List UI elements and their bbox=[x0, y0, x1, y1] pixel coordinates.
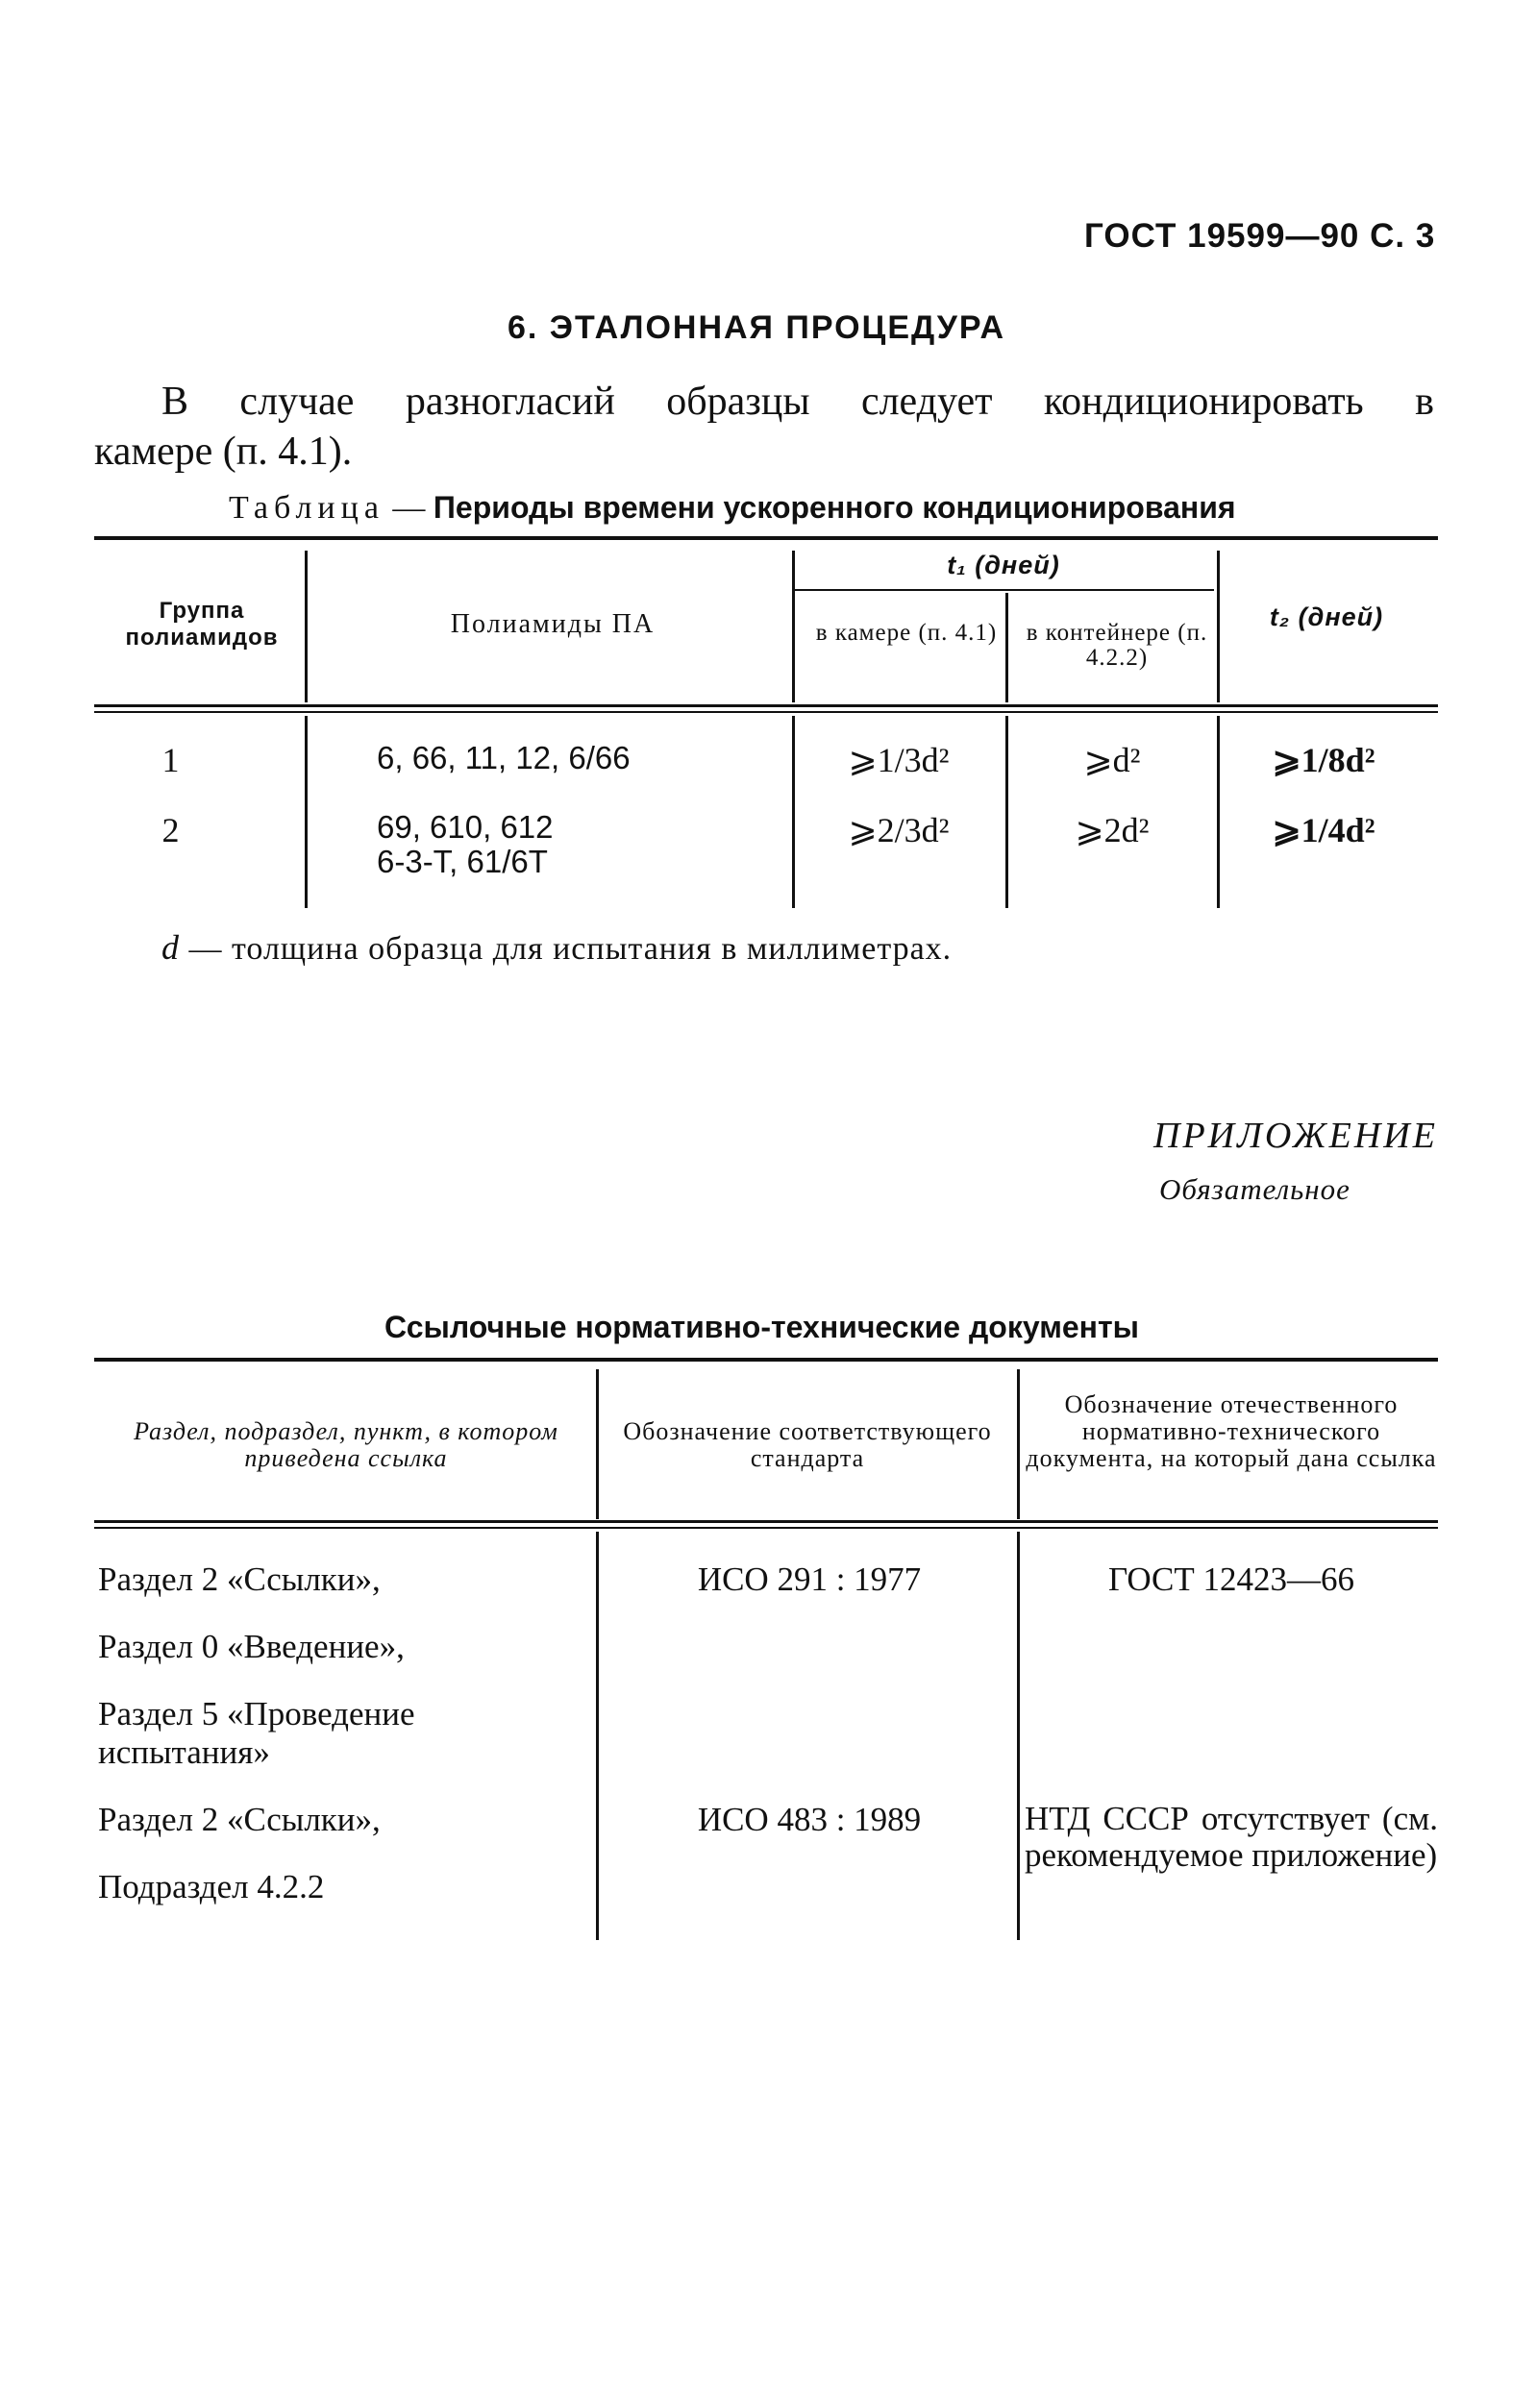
ref-domestic: НТД СССР отсутствует (см. рекомендуемое приложение) bbox=[1025, 1800, 1438, 1874]
row-polyamides: 69, 610, 612 bbox=[377, 809, 554, 845]
paragraph-word: разногласий bbox=[405, 380, 615, 424]
table-top-rule bbox=[94, 536, 1438, 540]
header-group: Группа полиамидов bbox=[125, 598, 279, 651]
paragraph-word: следует bbox=[860, 380, 993, 424]
header-t1: t₁ (дней) bbox=[947, 551, 1060, 579]
ref-header-section: Раздел, подраздел, пункт, в котором приведена ссылка bbox=[134, 1417, 558, 1472]
header-t2: t₂ (дней) bbox=[1269, 602, 1384, 631]
appendix-title: ПРИЛОЖЕНИЕ bbox=[1153, 1116, 1438, 1156]
table-note bbox=[161, 927, 952, 968]
ref-domestic: ГОСТ 12423—66 bbox=[1107, 1560, 1355, 1598]
table-vline bbox=[1005, 593, 1008, 702]
ref-section: Раздел 5 «Проведение испытания» bbox=[98, 1695, 415, 1771]
ref-vline bbox=[596, 1532, 599, 1940]
ref-header-rule-double bbox=[94, 1527, 1438, 1529]
ref-top-rule bbox=[94, 1358, 1438, 1362]
ref-vline bbox=[596, 1369, 599, 1519]
section-paragraph bbox=[94, 377, 1440, 477]
row-polyamides: 6, 66, 11, 12, 6/66 bbox=[377, 740, 631, 775]
ref-section: Раздел 2 «Ссылки», bbox=[98, 1560, 381, 1598]
row-t2: ⩾1/4d² bbox=[1272, 811, 1375, 849]
paragraph-line-1 bbox=[94, 377, 1434, 427]
paragraph-word: случае bbox=[239, 380, 355, 424]
row-chamber: ⩾1/3d² bbox=[848, 741, 950, 779]
ref-header-domestic: Обозначение отечественного нормативно-технического документа, на который дана ссылка bbox=[1026, 1390, 1437, 1472]
note-text: — толщина образца для испытания в миллиметрах. bbox=[180, 931, 953, 967]
paragraph-word: образцы bbox=[666, 380, 810, 424]
row-container: ⩾2d² bbox=[1075, 811, 1150, 849]
table-caption-title: Периоды времени ускоренного кондиционирования bbox=[433, 490, 1236, 525]
row-container: ⩾d² bbox=[1083, 741, 1141, 779]
header-t1-container: в контейнере (п. 4.2.2) bbox=[1026, 620, 1208, 671]
page-header-code: ГОСТ 19599—90 С. 3 bbox=[1084, 217, 1436, 255]
paragraph-word: кондиционировать bbox=[1043, 380, 1364, 424]
row-polyamides-line2: 6-3-T, 61/6T bbox=[377, 844, 548, 879]
row-group: 1 bbox=[161, 741, 180, 779]
ref-header-rule bbox=[94, 1520, 1438, 1523]
table-vline bbox=[305, 551, 308, 702]
table-vline bbox=[1005, 716, 1008, 908]
table-caption-dash: — bbox=[384, 490, 434, 526]
table-header-rule bbox=[94, 704, 1438, 707]
ref-designation: ИСО 483 : 1989 bbox=[697, 1801, 922, 1838]
table-caption-label: Таблица bbox=[229, 490, 384, 526]
header-t1-chamber: в камере (п. 4.1) bbox=[815, 620, 998, 646]
ref-section: Подраздел 4.2.2 bbox=[98, 1868, 325, 1905]
table-vline bbox=[305, 716, 308, 908]
table-subheader-rule bbox=[793, 589, 1214, 591]
paragraph-line-2: камере (п. 4.1). bbox=[94, 430, 353, 474]
ref-header-designation: Обозначение соответствующего стандарта bbox=[623, 1417, 992, 1472]
row-group: 2 bbox=[161, 811, 180, 849]
references-title: Ссылочные нормативно-технические документы bbox=[384, 1310, 1139, 1344]
ref-section: Раздел 2 «Ссылки», bbox=[98, 1801, 381, 1838]
ref-designation: ИСО 291 : 1977 bbox=[697, 1560, 922, 1598]
paragraph-word: В bbox=[161, 380, 189, 424]
section-title: 6. ЭТАЛОННАЯ ПРОЦЕДУРА bbox=[508, 309, 1006, 346]
paragraph-word: в bbox=[1415, 380, 1434, 424]
table-vline bbox=[1217, 716, 1220, 908]
table-caption bbox=[229, 490, 1236, 527]
table-vline bbox=[792, 716, 795, 908]
note-symbol: d bbox=[161, 928, 180, 967]
row-chamber: ⩾2/3d² bbox=[848, 811, 950, 849]
ref-section: Раздел 0 «Введение», bbox=[98, 1628, 405, 1665]
row-t2: ⩾1/8d² bbox=[1272, 741, 1375, 779]
ref-vline bbox=[1017, 1532, 1020, 1940]
ref-vline bbox=[1017, 1369, 1020, 1519]
table-header-rule-double bbox=[94, 711, 1438, 713]
header-polyamides: Полиамиды ПА bbox=[450, 609, 656, 639]
appendix-subtitle: Обязательное bbox=[1159, 1172, 1350, 1206]
